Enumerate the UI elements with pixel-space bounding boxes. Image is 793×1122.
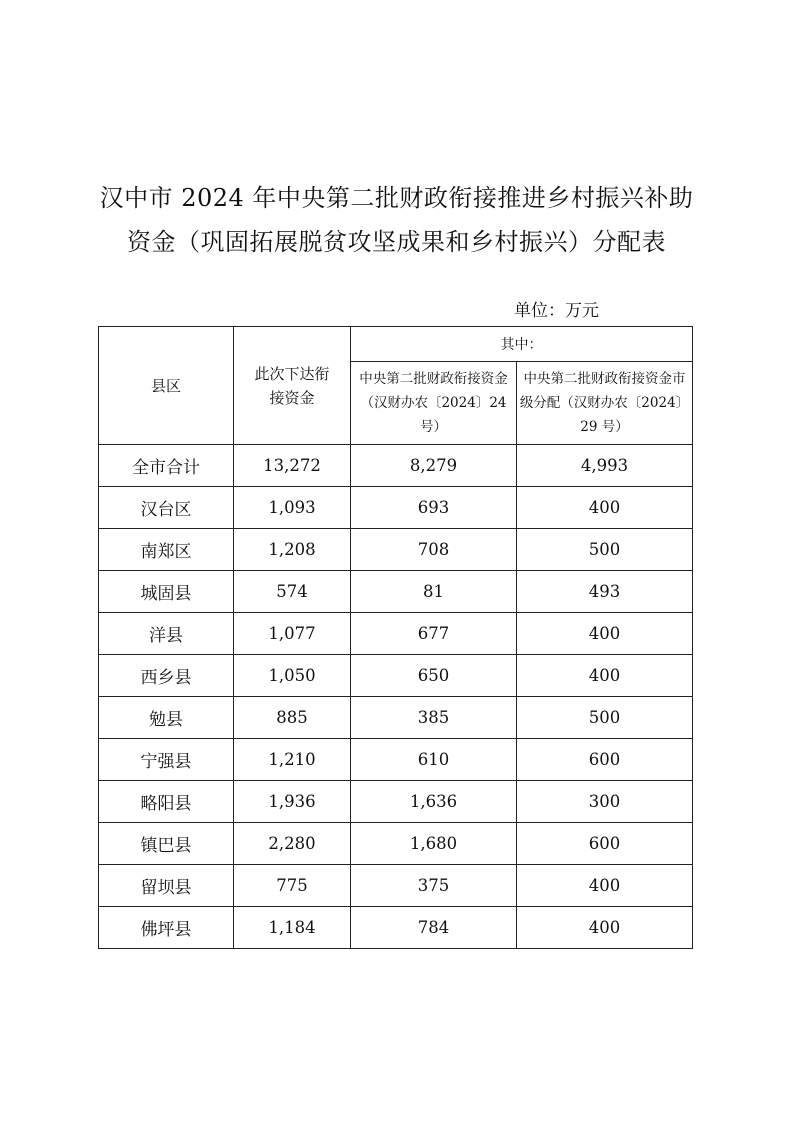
city-allocation-cell: 500 <box>517 697 693 739</box>
central-funds-cell: 708 <box>351 529 517 571</box>
total-funds-cell: 885 <box>234 697 351 739</box>
county-cell: 全市合计 <box>99 445 234 487</box>
table-row-total <box>99 445 693 487</box>
table-row <box>99 865 693 907</box>
table-row <box>99 487 693 529</box>
document-title <box>60 176 733 264</box>
total-funds-cell: 2,280 <box>234 823 351 865</box>
county-cell: 勉县 <box>99 697 234 739</box>
total-funds-cell: 574 <box>234 571 351 613</box>
header-central-funds: 中央第二批财政衔接资金（汉财办农〔2024〕24 号） <box>351 362 517 445</box>
city-allocation-cell: 400 <box>517 865 693 907</box>
table-row <box>99 697 693 739</box>
header-county: 县区 <box>99 327 234 445</box>
city-allocation-cell: 400 <box>517 487 693 529</box>
county-cell: 宁强县 <box>99 739 234 781</box>
city-allocation-cell: 600 <box>517 823 693 865</box>
central-funds-cell: 693 <box>351 487 517 529</box>
city-allocation-cell: 4,993 <box>517 445 693 487</box>
total-funds-cell: 1,210 <box>234 739 351 781</box>
county-cell: 镇巴县 <box>99 823 234 865</box>
county-cell: 南郑区 <box>99 529 234 571</box>
city-allocation-cell: 300 <box>517 781 693 823</box>
table-row <box>99 907 693 949</box>
central-funds-cell: 1,636 <box>351 781 517 823</box>
central-funds-cell: 8,279 <box>351 445 517 487</box>
central-funds-cell: 81 <box>351 571 517 613</box>
title-line-2: 资金（巩固拓展脱贫攻坚成果和乡村振兴）分配表 <box>127 228 666 256</box>
total-funds-cell: 1,936 <box>234 781 351 823</box>
central-funds-cell: 784 <box>351 907 517 949</box>
total-funds-cell: 1,077 <box>234 613 351 655</box>
total-funds-cell: 1,050 <box>234 655 351 697</box>
central-funds-cell: 650 <box>351 655 517 697</box>
header-total-funds: 此次下达衔接资金 <box>234 327 351 445</box>
city-allocation-cell: 500 <box>517 529 693 571</box>
county-cell: 佛坪县 <box>99 907 234 949</box>
title-line-1: 汉中市 2024 年中央第二批财政衔接推进乡村振兴补助 <box>99 184 694 212</box>
total-funds-cell: 1,093 <box>234 487 351 529</box>
table-row <box>99 571 693 613</box>
county-cell: 洋县 <box>99 613 234 655</box>
county-cell: 西乡县 <box>99 655 234 697</box>
header-of-which: 其中： <box>351 327 693 362</box>
table-body <box>99 445 693 949</box>
central-funds-cell: 677 <box>351 613 517 655</box>
allocation-table <box>98 326 693 949</box>
table-row <box>99 739 693 781</box>
total-funds-cell: 1,184 <box>234 907 351 949</box>
city-allocation-cell: 493 <box>517 571 693 613</box>
total-funds-cell: 13,272 <box>234 445 351 487</box>
total-funds-cell: 775 <box>234 865 351 907</box>
central-funds-cell: 375 <box>351 865 517 907</box>
county-cell: 略阳县 <box>99 781 234 823</box>
city-allocation-cell: 400 <box>517 655 693 697</box>
unit-label: 单位：万元 <box>514 301 599 321</box>
city-allocation-cell: 400 <box>517 907 693 949</box>
county-cell: 留坝县 <box>99 865 234 907</box>
central-funds-cell: 610 <box>351 739 517 781</box>
header-city-allocation: 中央第二批财政衔接资金市级分配（汉财办农〔2024〕29 号） <box>517 362 693 445</box>
table-row <box>99 529 693 571</box>
total-funds-cell: 1,208 <box>234 529 351 571</box>
central-funds-cell: 385 <box>351 697 517 739</box>
city-allocation-cell: 400 <box>517 613 693 655</box>
city-allocation-cell: 600 <box>517 739 693 781</box>
table-row <box>99 655 693 697</box>
table-row <box>99 823 693 865</box>
table-row <box>99 781 693 823</box>
table-row <box>99 613 693 655</box>
county-cell: 汉台区 <box>99 487 234 529</box>
county-cell: 城固县 <box>99 571 234 613</box>
central-funds-cell: 1,680 <box>351 823 517 865</box>
